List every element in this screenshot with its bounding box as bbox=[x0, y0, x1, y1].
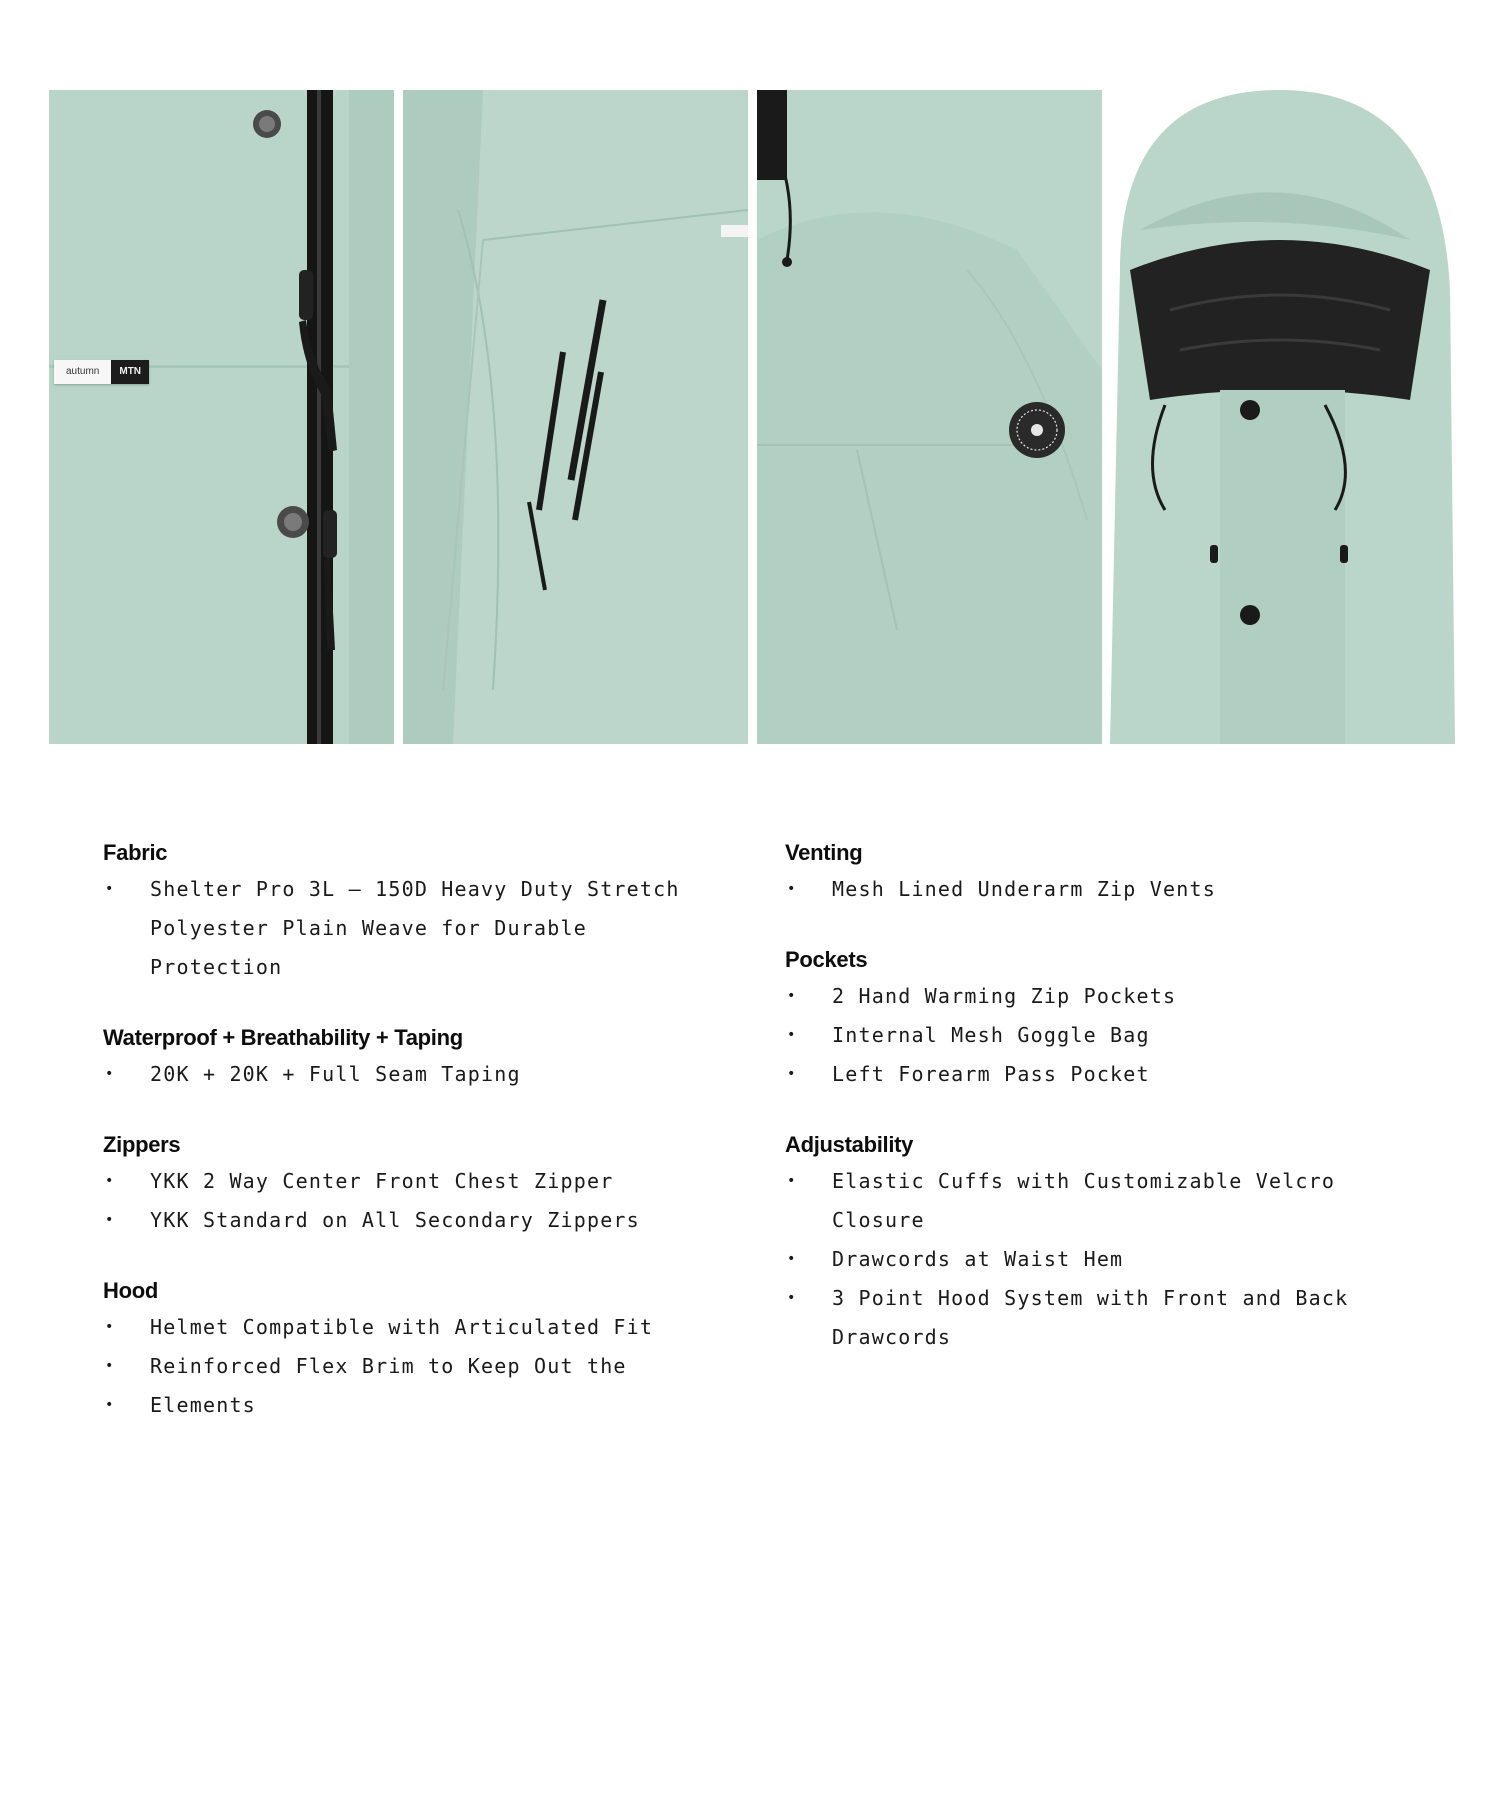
spec-list bbox=[103, 1055, 723, 1094]
brand-tag-white: autumn bbox=[54, 360, 111, 384]
spec-item: • Mesh Lined Underarm Zip Vents bbox=[785, 870, 1405, 909]
spec-group-zippers bbox=[103, 1132, 723, 1240]
spec-list bbox=[103, 870, 723, 987]
spec-group-waterproof bbox=[103, 1025, 723, 1094]
spec-group-fabric bbox=[103, 840, 723, 987]
spec-title: Zippers bbox=[103, 1132, 181, 1157]
spec-item: • Left Forearm Pass Pocket bbox=[785, 1055, 1405, 1094]
spec-title: Adjustability bbox=[785, 1132, 914, 1157]
brand-tag bbox=[54, 360, 149, 384]
spec-item: • 3 Point Hood System with Front and Back Drawcords bbox=[785, 1279, 1405, 1357]
spec-title: Fabric bbox=[103, 840, 168, 865]
spec-title: Hood bbox=[103, 1278, 159, 1303]
spec-list bbox=[103, 1162, 723, 1240]
front-zipper-illustration bbox=[49, 90, 394, 744]
spec-item: • 20K + 20K + Full Seam Taping bbox=[103, 1055, 723, 1094]
product-photo-sleeve-patch[interactable] bbox=[757, 90, 1102, 744]
spec-group-venting bbox=[785, 840, 1405, 909]
sleeve-patch-illustration bbox=[757, 90, 1102, 744]
spec-item: • Reinforced Flex Brim to Keep Out the bbox=[103, 1347, 723, 1386]
spec-list bbox=[103, 1308, 723, 1425]
spec-item: • Elements bbox=[103, 1386, 723, 1425]
spec-list bbox=[785, 977, 1405, 1094]
product-photo-hood[interactable] bbox=[1110, 90, 1455, 744]
spec-group-hood bbox=[103, 1278, 723, 1425]
spec-item: • Elastic Cuffs with Customizable Velcro Closure bbox=[785, 1162, 1405, 1240]
spec-item: • YKK 2 Way Center Front Chest Zipper bbox=[103, 1162, 723, 1201]
spec-item: • Helmet Compatible with Articulated Fit bbox=[103, 1308, 723, 1347]
spec-group-adjustability bbox=[785, 1132, 1405, 1357]
spec-item: • Shelter Pro 3L – 150D Heavy Duty Stretch Polyester Plain Weave for Durable Protection bbox=[103, 870, 723, 987]
spec-group-pockets bbox=[785, 947, 1405, 1094]
brand-tag-black: MTN bbox=[111, 360, 149, 384]
spec-title: Waterproof + Breathability + Taping bbox=[103, 1025, 463, 1050]
specs-right-column bbox=[785, 840, 1405, 1395]
spec-list bbox=[785, 1162, 1405, 1357]
spec-title: Pockets bbox=[785, 947, 868, 972]
spec-list bbox=[785, 870, 1405, 909]
product-image-gallery bbox=[49, 90, 1455, 744]
spec-item: • Internal Mesh Goggle Bag bbox=[785, 1016, 1405, 1055]
hand-pocket-illustration bbox=[403, 90, 748, 744]
product-photo-front-zipper[interactable] bbox=[49, 90, 394, 744]
spec-item: • YKK Standard on All Secondary Zippers bbox=[103, 1201, 723, 1240]
product-photo-hand-pocket[interactable] bbox=[403, 90, 748, 744]
spec-title: Venting bbox=[785, 840, 863, 865]
spec-item: • Drawcords at Waist Hem bbox=[785, 1240, 1405, 1279]
specs-left-column bbox=[103, 840, 723, 1463]
hood-illustration bbox=[1110, 90, 1455, 744]
spec-item: • 2 Hand Warming Zip Pockets bbox=[785, 977, 1405, 1016]
